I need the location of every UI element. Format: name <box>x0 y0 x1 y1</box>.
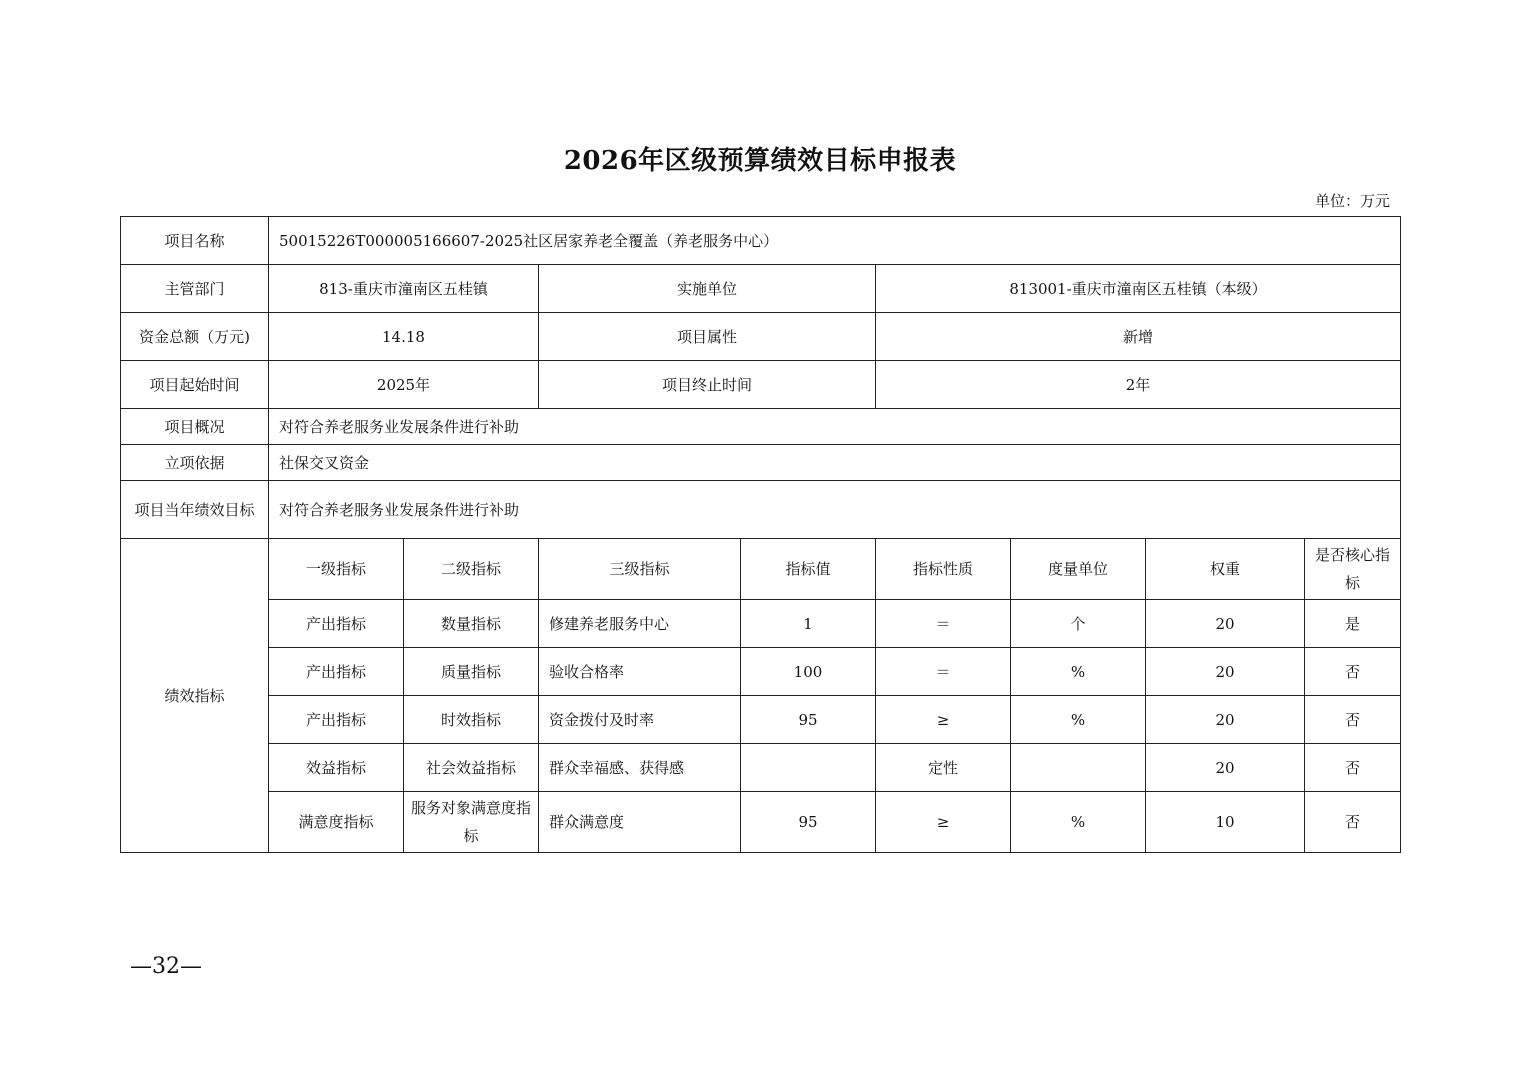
row-dept <box>121 265 1401 313</box>
cell: 满意度指标 <box>269 792 404 853</box>
budget-table <box>120 216 1401 853</box>
cell: 定性 <box>876 744 1011 792</box>
row-basis <box>121 445 1401 481</box>
cell: 20 <box>1146 648 1305 696</box>
cell: % <box>1011 648 1146 696</box>
cell: 否 <box>1305 744 1401 792</box>
fund-value: 14.18 <box>269 313 539 361</box>
unit-label: 单位：万元 <box>1314 192 1390 210</box>
header-cell: 度量单位 <box>1011 539 1146 600</box>
cell: 个 <box>1011 600 1146 648</box>
cell: 验收合格率 <box>539 648 741 696</box>
dept-value: 813-重庆市潼南区五桂镇 <box>269 265 539 313</box>
cell: % <box>1011 792 1146 853</box>
cell: 是 <box>1305 600 1401 648</box>
cell: 否 <box>1305 696 1401 744</box>
cell: 20 <box>1146 600 1305 648</box>
header-cell: 指标值 <box>741 539 876 600</box>
page-title: 2026年区级预算绩效目标申报表 <box>563 146 957 176</box>
cell: 社会效益指标 <box>404 744 539 792</box>
cell: ≥ <box>876 696 1011 744</box>
cell <box>1011 744 1146 792</box>
cell: ≥ <box>876 792 1011 853</box>
label-cell: 项目属性 <box>539 313 876 361</box>
cell: 群众幸福感、获得感 <box>539 744 741 792</box>
page-number: —32— <box>130 954 202 979</box>
cell <box>741 744 876 792</box>
start-value: 2025年 <box>269 361 539 409</box>
project-name-value: 50015226T000005166607-2025社区居家养老全覆盖（养老服务中心） <box>269 217 1401 265</box>
cell: 数量指标 <box>404 600 539 648</box>
cell: 服务对象满意度指标 <box>404 792 539 853</box>
cell: 修建养老服务中心 <box>539 600 741 648</box>
cell: ＝ <box>876 600 1011 648</box>
header-cell: 一级指标 <box>269 539 404 600</box>
attr-value: 新增 <box>876 313 1401 361</box>
label-cell: 立项依据 <box>121 445 269 481</box>
cell: 效益指标 <box>269 744 404 792</box>
basis-value: 社保交叉资金 <box>269 445 1401 481</box>
end-value: 2年 <box>876 361 1401 409</box>
row-fund <box>121 313 1401 361</box>
cell: 95 <box>741 696 876 744</box>
cell: 20 <box>1146 744 1305 792</box>
cell: 资金拨付及时率 <box>539 696 741 744</box>
cell: ＝ <box>876 648 1011 696</box>
indicator-section-label: 绩效指标 <box>121 539 269 853</box>
header-cell: 指标性质 <box>876 539 1011 600</box>
cell: 群众满意度 <box>539 792 741 853</box>
label-cell: 项目概况 <box>121 409 269 445</box>
cell: 100 <box>741 648 876 696</box>
header-cell: 二级指标 <box>404 539 539 600</box>
header-cell: 权重 <box>1146 539 1305 600</box>
row-goal <box>121 481 1401 539</box>
cell: 1 <box>741 600 876 648</box>
cell: 10 <box>1146 792 1305 853</box>
cell: 质量指标 <box>404 648 539 696</box>
cell: 时效指标 <box>404 696 539 744</box>
cell: 否 <box>1305 648 1401 696</box>
row-overview <box>121 409 1401 445</box>
indicator-row <box>121 792 1401 853</box>
cell: % <box>1011 696 1146 744</box>
cell: 产出指标 <box>269 600 404 648</box>
label-cell: 主管部门 <box>121 265 269 313</box>
header-cell: 是否核心指标 <box>1305 539 1401 600</box>
overview-value: 对符合养老服务业发展条件进行补助 <box>269 409 1401 445</box>
cell: 否 <box>1305 792 1401 853</box>
cell: 20 <box>1146 696 1305 744</box>
header-cell: 三级指标 <box>539 539 741 600</box>
indicator-row <box>121 600 1401 648</box>
row-time <box>121 361 1401 409</box>
label-cell: 资金总额（万元) <box>121 313 269 361</box>
cell: 产出指标 <box>269 696 404 744</box>
row-project-name <box>121 217 1401 265</box>
impl-value: 813001-重庆市潼南区五桂镇（本级） <box>876 265 1401 313</box>
label-cell: 实施单位 <box>539 265 876 313</box>
cell: 产出指标 <box>269 648 404 696</box>
label-cell: 项目起始时间 <box>121 361 269 409</box>
indicator-header-row <box>121 539 1401 600</box>
cell: 95 <box>741 792 876 853</box>
label-cell: 项目终止时间 <box>539 361 876 409</box>
label-cell: 项目当年绩效目标 <box>121 481 269 539</box>
indicator-row <box>121 696 1401 744</box>
label-cell: 项目名称 <box>121 217 269 265</box>
indicator-row <box>121 648 1401 696</box>
goal-value: 对符合养老服务业发展条件进行补助 <box>269 481 1401 539</box>
indicator-row <box>121 744 1401 792</box>
